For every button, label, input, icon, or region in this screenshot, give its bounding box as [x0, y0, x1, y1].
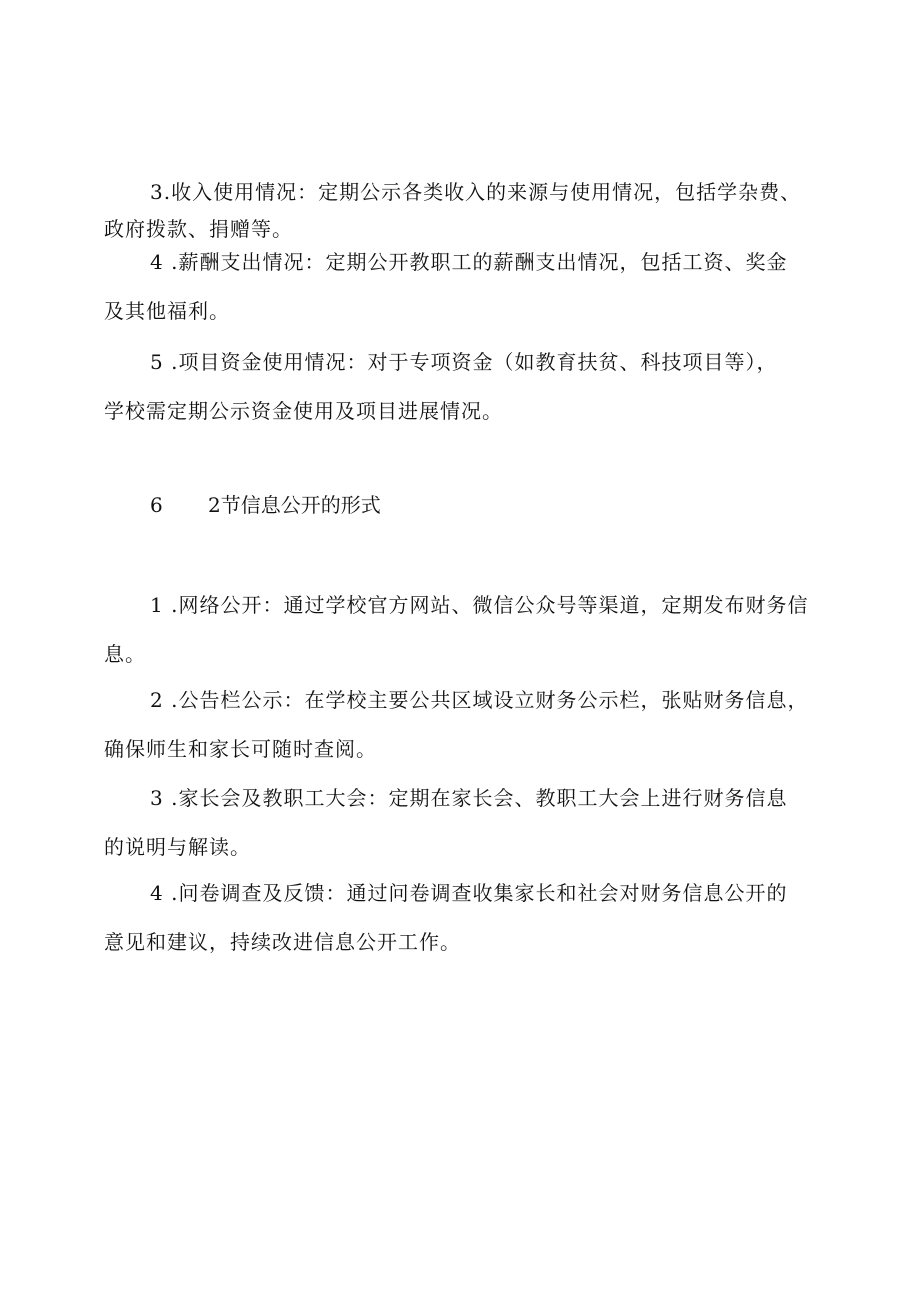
paragraph-line: 及其他福利。	[104, 299, 230, 323]
paragraph-line: 2 .公告栏公示：在学校主要公共区域设立财务公示栏，张贴财务信息，	[150, 688, 809, 712]
paragraph-line: 4 .薪酬支出情况：定期公开教职工的薪酬支出情况，包括工资、奖金	[150, 250, 788, 274]
paragraph-salary-expense	[104, 244, 816, 330]
paragraph-line: 意见和建议，持续改进信息公开工作。	[104, 930, 461, 954]
paragraph-income-usage	[104, 174, 816, 248]
paragraph-project-funds	[104, 344, 816, 430]
paragraph-parent-staff-meetings	[104, 780, 816, 866]
paragraph-line: 息。	[104, 642, 146, 666]
paragraph-line: 3.收入使用情况：定期公示各类收入的来源与使用情况，包括学杂费、	[150, 180, 802, 204]
paragraph-line: 1 .网络公开：通过学校官方网站、微信公众号等渠道，定期发布财务信	[150, 593, 809, 617]
section-heading	[150, 487, 381, 524]
paragraph-line: 4 .问卷调查及反馈：通过问卷调查收集家长和社会对财务信息公开的	[150, 881, 788, 905]
paragraph-line: 学校需定期公示资金使用及项目进展情况。	[104, 399, 503, 423]
paragraph-line: 确保师生和家长可随时查阅。	[104, 737, 377, 761]
paragraph-line: 政府拨款、捐赠等。	[104, 217, 293, 241]
paragraph-survey-feedback	[104, 875, 816, 961]
section-heading-text: 2节信息公开的形式	[208, 493, 381, 517]
paragraph-line: 3 .家长会及教职工大会：定期在家长会、教职工大会上进行财务信息	[150, 786, 788, 810]
paragraph-bulletin-board	[104, 682, 816, 768]
paragraph-line: 的说明与解读。	[104, 835, 251, 859]
paragraph-line: 5 .项目资金使用情况：对于专项资金（如教育扶贫、科技项目等），	[150, 350, 778, 374]
paragraph-online-disclosure	[104, 587, 816, 673]
section-heading-number: 6	[150, 493, 163, 517]
